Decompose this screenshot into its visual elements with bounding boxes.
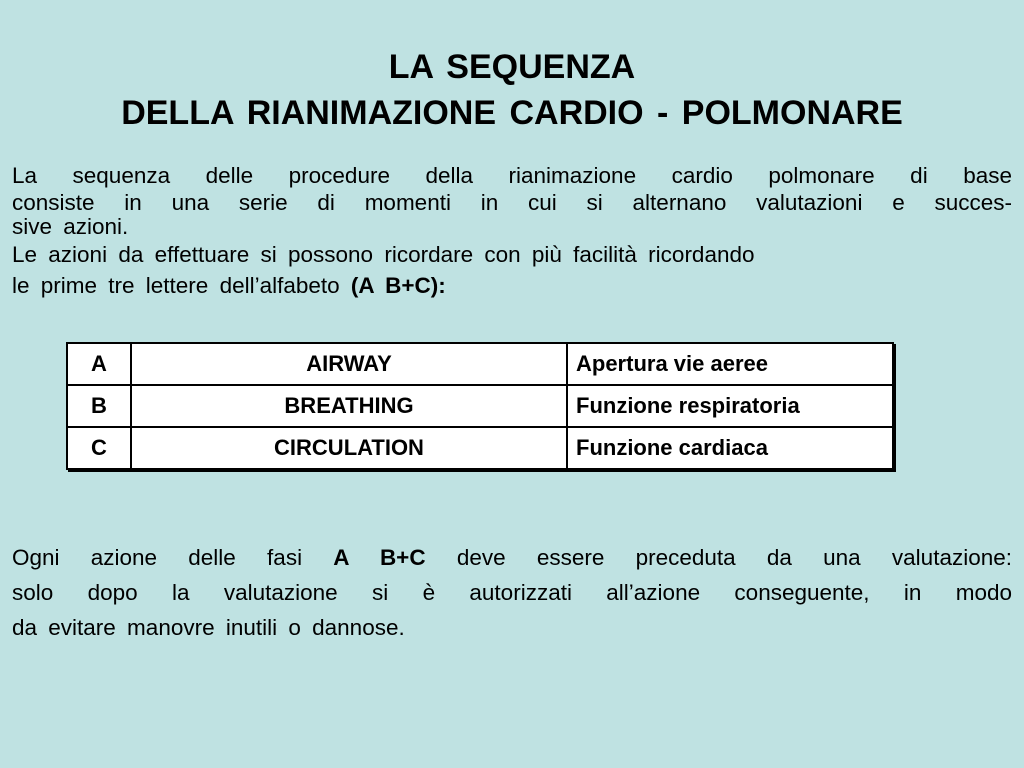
row-term: AIRWAY [131, 343, 567, 385]
row-term: BREATHING [131, 385, 567, 427]
outro-line-2: solo dopo la valutazione si è autorizzati all’azione conseguente, in modo [12, 580, 1012, 605]
row-letter: C [67, 427, 131, 469]
row-letter: B [67, 385, 131, 427]
intro-line-3: sive azioni. [12, 214, 129, 239]
outro-line-1-b: deve essere preceduta da una valutazione: [456, 545, 1012, 570]
intro-line-5-bold: (A B+C): [350, 273, 446, 298]
table-row [67, 427, 893, 469]
intro-paragraph [12, 160, 1012, 301]
intro-line-4: Le azioni da effettuare si possono ricordare con più facilità ricordando [12, 242, 755, 267]
outro-line-3: da evitare manovre inutili o dannose. [12, 615, 405, 640]
row-description: Apertura vie aeree [567, 343, 893, 385]
row-description: Funzione cardiaca [567, 427, 893, 469]
abc-table [66, 342, 894, 470]
row-description: Funzione respiratoria [567, 385, 893, 427]
table-row [67, 343, 893, 385]
intro-line-1: La sequenza delle procedure della rianimazione cardio polmonare di base [12, 163, 1012, 188]
intro-line-2: consiste in una serie di momenti in cui si alternano valutazioni e succes- [12, 190, 1012, 215]
slide-title [0, 44, 1024, 136]
row-letter: A [67, 343, 131, 385]
title-line-2: DELLA RIANIMAZIONE CARDIO - POLMONARE [121, 94, 903, 132]
outro-line-1 [12, 540, 1012, 575]
outro-paragraph [12, 540, 1012, 645]
outro-line-1-a: Ogni azione delle fasi [12, 545, 334, 570]
intro-line-5-text: le prime tre lettere dell’alfabeto [12, 273, 351, 298]
intro-line-5 [12, 270, 1012, 301]
row-term: CIRCULATION [131, 427, 567, 469]
title-line-1: LA SEQUENZA [388, 48, 636, 86]
table-row [67, 385, 893, 427]
outro-line-1-bold: A B+C [333, 545, 457, 570]
